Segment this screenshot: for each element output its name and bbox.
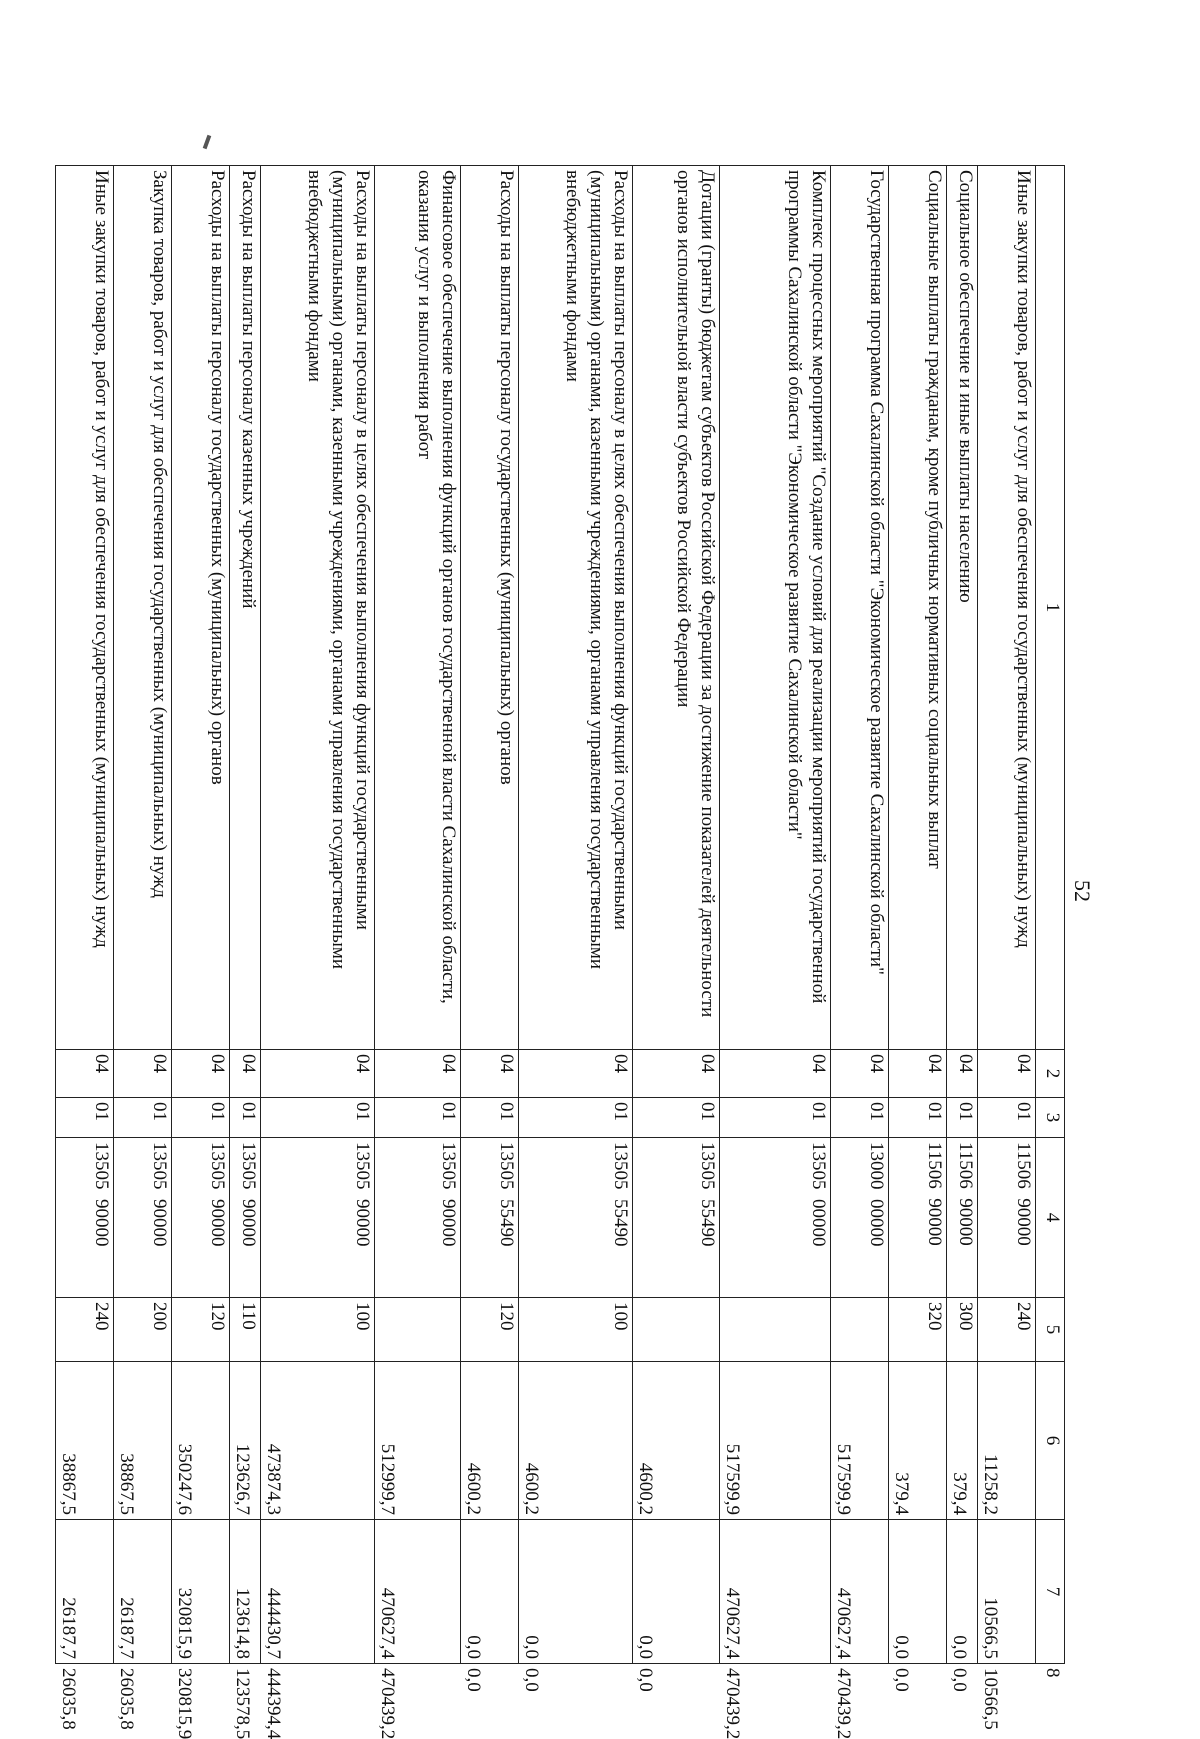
table-row: Социальные выплаты гражданам, кроме публичных нормативных социальных выплат 04 01 11506 90000 320 379,4 0,0 0,0 — [889, 166, 947, 1664]
section-code: 04 — [719, 1050, 830, 1098]
table-row: Социальное обеспечение и иные выплаты населению 04 01 11506 90000 300 379,4 0,0 0,0 — [946, 166, 977, 1664]
amount-col6: 11258,2 — [978, 1362, 1036, 1520]
target-article-code: 11506 90000 — [978, 1138, 1036, 1298]
subsection-code: 01 — [978, 1098, 1036, 1138]
table-row: Расходы на выплаты персоналу казенных учреждений 04 01 13505 90000 110 123626,7 123614,8 123578,5 — [229, 166, 260, 1664]
section-code: 04 — [889, 1050, 947, 1098]
subsection-code: 01 — [56, 1098, 114, 1138]
amount-col6: 38867,5 — [56, 1362, 114, 1520]
target-article-code: 13505 55490 — [519, 1138, 633, 1298]
amount-col7: 470627,4 — [831, 1520, 889, 1664]
expense-type-code: 120 — [171, 1298, 229, 1362]
amount-col7: 26187,7 — [113, 1520, 171, 1664]
header-cell: 3 — [1036, 1098, 1065, 1138]
row-name: Расходы на выплаты персоналу государственных (муниципальных) органов — [461, 166, 519, 1050]
amount-col7: 470627,4 — [719, 1520, 830, 1664]
row-name: Расходы на выплаты персоналу казенных учреждений — [229, 166, 260, 1050]
expense-type-code: 320 — [889, 1298, 947, 1362]
section-code: 04 — [374, 1050, 461, 1098]
table-row: Закупка товаров, работ и услуг для обеспечения государственных (муниципальных) нужд 04 01 13505 90000 200 38867,5 26187,7 26035,8 — [113, 166, 171, 1664]
expense-type-code — [831, 1298, 889, 1362]
scan-mark — [203, 135, 212, 150]
subsection-code: 01 — [831, 1098, 889, 1138]
amount-col6: 4600,2 — [461, 1362, 519, 1520]
amount-col6: 4600,2 — [632, 1362, 719, 1520]
target-article-code: 13505 00000 — [719, 1138, 830, 1298]
amount-col6: 512999,7 — [374, 1362, 461, 1520]
amount-col7: 10566,5 — [978, 1520, 1036, 1664]
expense-type-code — [632, 1298, 719, 1362]
expense-type-code: 240 — [978, 1298, 1036, 1362]
expense-type-code: 240 — [56, 1298, 114, 1362]
subsection-code: 01 — [946, 1098, 977, 1138]
row-name: Социальное обеспечение и иные выплаты населению — [946, 166, 977, 1050]
amount-col7: 470627,4 — [374, 1520, 461, 1664]
row-name: Расходы на выплаты персоналу государственных (муниципальных) органов — [171, 166, 229, 1050]
header-cell: 5 — [1036, 1298, 1065, 1362]
header-cell: 4 — [1036, 1138, 1065, 1298]
amount-col7: 320815,9 — [171, 1520, 229, 1664]
expense-type-code — [719, 1298, 830, 1362]
target-article-code: 13505 55490 — [632, 1138, 719, 1298]
section-code: 04 — [519, 1050, 633, 1098]
target-article-code: 11506 90000 — [889, 1138, 947, 1298]
row-name: Социальные выплаты гражданам, кроме публичных нормативных социальных выплат — [889, 166, 947, 1050]
amount-col6: 473874,3 — [260, 1362, 374, 1520]
expense-type-code: 100 — [519, 1298, 633, 1362]
expense-type-code — [374, 1298, 461, 1362]
table-body — [56, 166, 1036, 1739]
table-row: Дотации (гранты) бюджетам субъектов Российской Федерации за достижение показателей деятельности органов исполнительной власти субъектов Российской Федерации 04 01 13505 55490 4600,2 0,0 0,0 — [632, 166, 719, 1664]
amount-col7: 0,0 — [461, 1520, 519, 1664]
amount-col6: 379,4 — [889, 1362, 947, 1520]
subsection-code: 01 — [632, 1098, 719, 1138]
amount-col7: 123614,8 — [229, 1520, 260, 1664]
header-cell: 6 — [1036, 1362, 1065, 1520]
amount-col6: 123626,7 — [229, 1362, 260, 1520]
header-cell: 1 — [1036, 166, 1065, 1050]
table-row: Финансовое обеспечение выполнения функций органов государственной власти Сахалинской области, оказания услуг и выполнения работ 04 01 13505 90000 512999,7 470627,4 470439,2 — [374, 166, 461, 1664]
subsection-code: 01 — [519, 1098, 633, 1138]
table-row: Расходы на выплаты персоналу в целях обеспечения выполнения функций государственными (муниципальными) органами, казенными учреждениями, органами управления государственными внебюджетными фондами 04 01 13505 55490 100 4600,2 0,0 0,0 — [519, 166, 633, 1664]
target-article-code: 13505 90000 — [260, 1138, 374, 1298]
subsection-code: 01 — [374, 1098, 461, 1138]
header-cell: 2 — [1036, 1050, 1065, 1098]
amount-col6: 517599,9 — [719, 1362, 830, 1520]
table-row: Расходы на выплаты персоналу государственных (муниципальных) органов 04 01 13505 90000 120 350247,6 320815,9 320815,9 — [171, 166, 229, 1664]
row-name: Дотации (гранты) бюджетам субъектов Российской Федерации за достижение показателей деятельности органов исполнительной власти субъектов Российской Федерации — [632, 166, 719, 1050]
amount-col6: 38867,5 — [113, 1362, 171, 1520]
subsection-code: 01 — [113, 1098, 171, 1138]
expense-type-code: 110 — [229, 1298, 260, 1362]
amount-col7: 0,0 — [946, 1520, 977, 1664]
section-code: 04 — [229, 1050, 260, 1098]
table-row: Комплекс процессных мероприятий "Создание условий для реализации мероприятий государственной программы Сахалинской области "Экономическое развитие Сахалинской области" 04 01 13505 00000 517599,9 470627,4 470439,2 — [719, 166, 830, 1664]
target-article-code: 13505 90000 — [56, 1138, 114, 1298]
row-name: Закупка товаров, работ и услуг для обеспечения государственных (муниципальных) нужд — [113, 166, 171, 1050]
target-article-code: 13505 90000 — [113, 1138, 171, 1298]
subsection-code: 01 — [171, 1098, 229, 1138]
row-name: Иные закупки товаров, работ и услуг для обеспечения государственных (муниципальных) нужд — [56, 166, 114, 1050]
target-article-code: 13505 55490 — [461, 1138, 519, 1298]
section-code: 04 — [461, 1050, 519, 1098]
section-code: 04 — [113, 1050, 171, 1098]
section-code: 04 — [260, 1050, 374, 1098]
page-number: 52 — [1070, 880, 1095, 902]
amount-col6: 4600,2 — [519, 1362, 633, 1520]
section-code: 04 — [978, 1050, 1036, 1098]
table-row: Иные закупки товаров, работ и услуг для обеспечения государственных (муниципальных) нужд 04 01 13505 90000 240 38867,5 26187,7 26035,8 — [56, 166, 114, 1664]
rotated-table-wrapper — [55, 165, 1065, 1739]
table-row: Расходы на выплаты персоналу в целях обеспечения выполнения функций государственными (муниципальными) органами, казенными учреждениями, органами управления государственными внебюджетными фондами 04 01 13505 90000 100 473874,3 444430,7 444394,4 — [260, 166, 374, 1664]
amount-col7: 0,0 — [632, 1520, 719, 1664]
section-code: 04 — [632, 1050, 719, 1098]
row-name: Государственная программа Сахалинской области "Экономическое развитие Сахалинской области" — [831, 166, 889, 1050]
row-name: Комплекс процессных мероприятий "Создание условий для реализации мероприятий государственной программы Сахалинской области "Экономическое развитие Сахалинской области" — [719, 166, 830, 1050]
table-row: Государственная программа Сахалинской области "Экономическое развитие Сахалинской области" 04 01 13000 00000 517599,9 470627,4 470439,2 — [831, 166, 889, 1664]
target-article-code: 13505 90000 — [374, 1138, 461, 1298]
table-row: Расходы на выплаты персоналу государственных (муниципальных) органов 04 01 13505 55490 120 4600,2 0,0 0,0 — [461, 166, 519, 1664]
target-article-code: 13000 00000 — [831, 1138, 889, 1298]
amount-col7: 0,0 — [519, 1520, 633, 1664]
amount-col7: 26187,7 — [56, 1520, 114, 1664]
target-article-code: 13505 90000 — [229, 1138, 260, 1298]
amount-col7: 444430,7 — [260, 1520, 374, 1664]
row-name: Расходы на выплаты персоналу в целях обеспечения выполнения функций государственными (муниципальными) органами, казенными учреждениями, органами управления государственными внебюджетными фондами — [260, 166, 374, 1050]
amount-col7: 0,0 — [889, 1520, 947, 1664]
amount-col6: 517599,9 — [831, 1362, 889, 1520]
section-code: 04 — [946, 1050, 977, 1098]
amount-col6: 379,4 — [946, 1362, 977, 1520]
expense-type-code: 120 — [461, 1298, 519, 1362]
row-name: Иные закупки товаров, работ и услуг для обеспечения государственных (муниципальных) нужд — [978, 166, 1036, 1050]
row-name: Расходы на выплаты персоналу в целях обеспечения выполнения функций государственными (муниципальными) органами, казенными учреждениями, органами управления государственными внебюджетными фондами — [519, 166, 633, 1050]
expense-type-code: 300 — [946, 1298, 977, 1362]
subsection-code: 01 — [461, 1098, 519, 1138]
section-code: 04 — [56, 1050, 114, 1098]
amount-col6: 350247,6 — [171, 1362, 229, 1520]
subsection-code: 01 — [229, 1098, 260, 1138]
target-article-code: 11506 90000 — [946, 1138, 977, 1298]
target-article-code: 13505 90000 — [171, 1138, 229, 1298]
subsection-code: 01 — [260, 1098, 374, 1138]
expense-type-code: 200 — [113, 1298, 171, 1362]
header-row: 1 2 3 4 5 6 7 8 — [1036, 166, 1065, 1664]
section-code: 04 — [831, 1050, 889, 1098]
subsection-code: 01 — [889, 1098, 947, 1138]
budget-table — [55, 165, 1065, 1739]
table-row: Иные закупки товаров, работ и услуг для обеспечения государственных (муниципальных) нужд 04 01 11506 90000 240 11258,2 10566,5 10566,5 — [978, 166, 1036, 1664]
section-code: 04 — [171, 1050, 229, 1098]
expense-type-code: 100 — [260, 1298, 374, 1362]
header-cell: 7 — [1036, 1520, 1065, 1664]
row-name: Финансовое обеспечение выполнения функций органов государственной власти Сахалинской области, оказания услуг и выполнения работ — [374, 166, 461, 1050]
subsection-code: 01 — [719, 1098, 830, 1138]
